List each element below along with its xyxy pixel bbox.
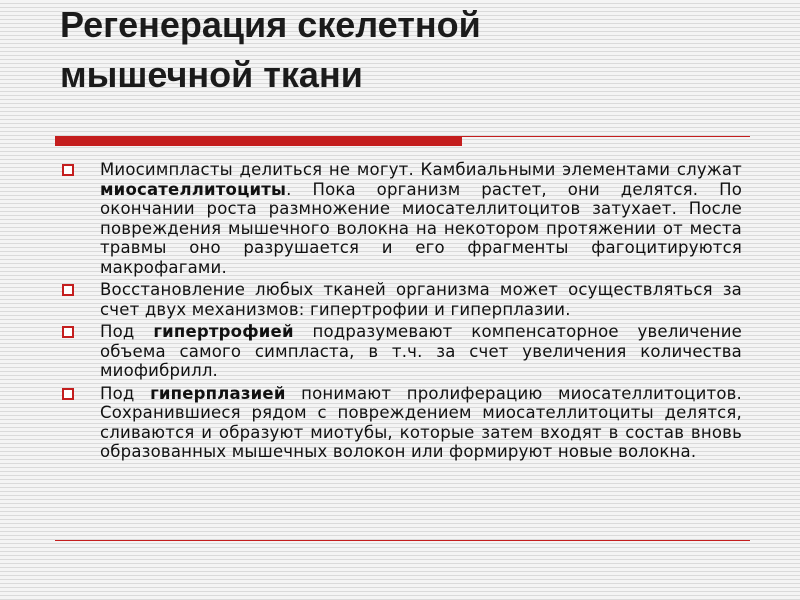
bullet-text-segment: понимают пролиферацию миосателлитоцитов. Сохранившиеся рядом с повреждением миосателлитоциты делятся, сливаются и образуют миотубы, которые затем входят в состав вновь образованных мышечных волокон или формируют новые волокна. <box>100 383 742 461</box>
bullet-emphasis-term: гиперплазией <box>150 383 286 403</box>
hollow-square-bullet-icon <box>62 326 74 338</box>
bullet-item <box>60 384 742 462</box>
bullet-text-segment: Восстановление любых тканей организма может осуществляться за счет двух механизмов: гипертрофии и гиперплазии. <box>100 280 742 319</box>
bullet-text-segment: Под <box>100 322 154 341</box>
bullet-text <box>100 384 742 462</box>
bullet-text-segment: Миосимпласты делиться не могут. Камбиальными элементами служат <box>100 160 742 179</box>
slide-title-line-1: Регенерация скелетной <box>60 4 481 45</box>
bullet-emphasis-term: миосателлитоциты <box>100 179 287 199</box>
bullet-text <box>100 160 742 277</box>
bottom-divider-line <box>55 540 750 541</box>
slide-title <box>60 0 760 100</box>
bullet-item <box>60 322 742 381</box>
bullet-text-segment: . Пока организм растет, они делятся. По окончании роста размножение миосателлитоцитов затухает. После повреждения мышечного волокна на некотором протяжении от места травмы оно разрушается и его фрагменты фагоцитируются макрофагами. <box>100 179 742 277</box>
bullet-item <box>60 280 742 319</box>
hollow-square-bullet-icon <box>62 388 74 400</box>
bullet-list <box>60 160 742 465</box>
hollow-square-bullet-icon <box>62 284 74 296</box>
bullet-text <box>100 322 742 381</box>
title-divider-accent-bar <box>55 137 462 146</box>
slide-title-line-2: мышечной ткани <box>60 54 363 95</box>
bullet-text <box>100 280 742 319</box>
bullet-item <box>60 160 742 277</box>
bullet-text-segment: Под <box>100 383 151 403</box>
hollow-square-bullet-icon <box>62 164 74 176</box>
bullet-emphasis-term: гипертрофией <box>153 322 294 341</box>
bullet-text-segment: подразумевают компенсаторное увеличение объема самого симпласта, в т.ч. за счет увеличения количества миофибрилл. <box>100 322 742 380</box>
